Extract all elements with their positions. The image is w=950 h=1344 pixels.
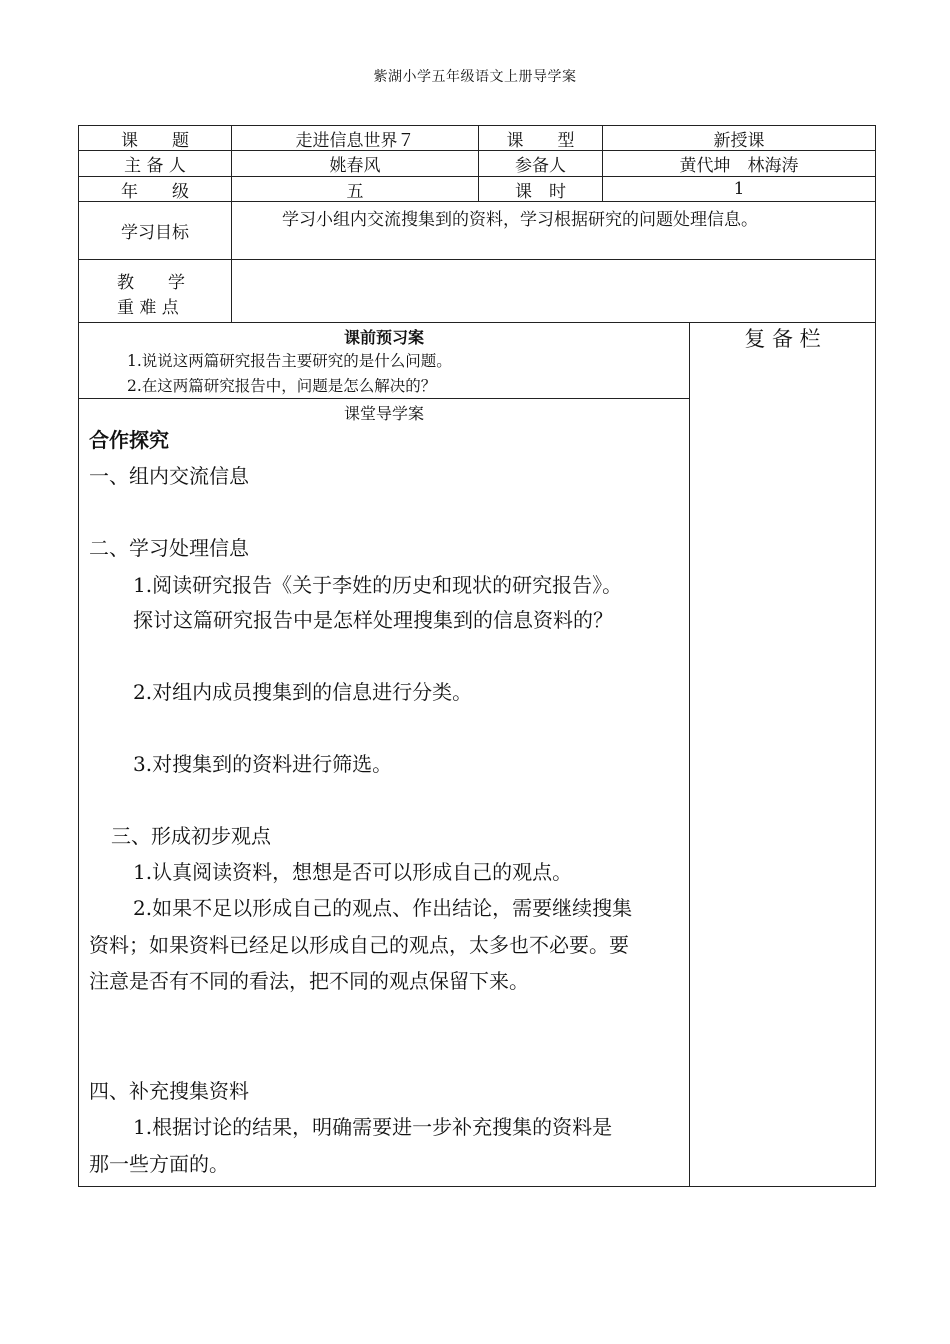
topic-value: 走进信息世界７: [295, 130, 415, 151]
main-preparer-value: 姚春风: [329, 156, 381, 176]
section-1-title: 一、组内交流信息: [89, 464, 249, 488]
classroom-title: 课堂导学案: [343, 404, 424, 423]
section-2-item-3: 3.对搜集到的资料进行筛选。: [133, 752, 393, 776]
preview-title: 课前预习案: [343, 328, 424, 347]
grade-value: 五: [346, 181, 364, 202]
section-2-title: 二、学习处理信息: [89, 536, 249, 560]
preview-item-1: 1.说说这两篇研究报告主要研究的是什么问题。: [127, 352, 452, 370]
section-heading: 合作探究: [89, 428, 169, 452]
period-label: 课 时: [515, 181, 566, 202]
topic-label: 课 题: [121, 130, 189, 151]
section-3-item-2-line-3: 注意是否有不同的看法，把不同的观点保留下来。: [89, 969, 529, 993]
section-4-title: 四、补充搜集资料: [89, 1079, 249, 1103]
section-2-item-1-line-1: 1.阅读研究报告《关于李姓的历史和现状的研究报告》。: [133, 573, 623, 597]
section-3-title: 三、形成初步观点: [111, 824, 271, 848]
difficulty-label-line1: 教 学: [117, 273, 185, 293]
section-3-item-1: 1.认真阅读资料，想想是否可以形成自己的观点。: [133, 860, 573, 884]
section-2-item-1-line-2: 探讨这篇研究报告中是怎样处理搜集到的信息资料的？: [133, 608, 613, 632]
objective-label: 学习目标: [121, 223, 189, 243]
objective-value: 学习小组内交流搜集到的资料，学习根据研究的问题处理信息。: [282, 210, 758, 230]
co-preparer-value: 黄代坤 林海涛: [679, 156, 799, 176]
period-value: 1: [733, 179, 745, 199]
difficulty-label-line2: 重 难 点: [117, 298, 179, 318]
section-4-item-1-line-2: 那一些方面的。: [89, 1152, 229, 1176]
section-3-item-2-line-1: 2.如果不足以形成自己的观点、作出结论，需要继续搜集: [133, 896, 633, 920]
section-2-item-2: 2.对组内成员搜集到的信息进行分类。: [133, 680, 473, 704]
type-value: 新授课: [713, 130, 765, 151]
grade-label: 年 级: [121, 181, 189, 202]
review-column-title: 复 备 栏: [744, 327, 821, 351]
page-header: 紫湖小学五年级语文上册导学案: [373, 69, 577, 85]
main-preparer-label: 主 备 人: [124, 156, 186, 176]
section-4-item-1-line-1: 1.根据讨论的结果，明确需要进一步补充搜集的资料是: [133, 1115, 613, 1139]
type-label: 课 型: [506, 130, 575, 151]
preview-item-2: 2.在这两篇研究报告中，问题是怎么解决的？: [127, 377, 437, 395]
section-3-item-2-line-2: 资料；如果资料已经足以形成自己的观点，太多也不必要。要: [89, 933, 629, 957]
co-preparer-label: 参备人: [515, 156, 566, 176]
